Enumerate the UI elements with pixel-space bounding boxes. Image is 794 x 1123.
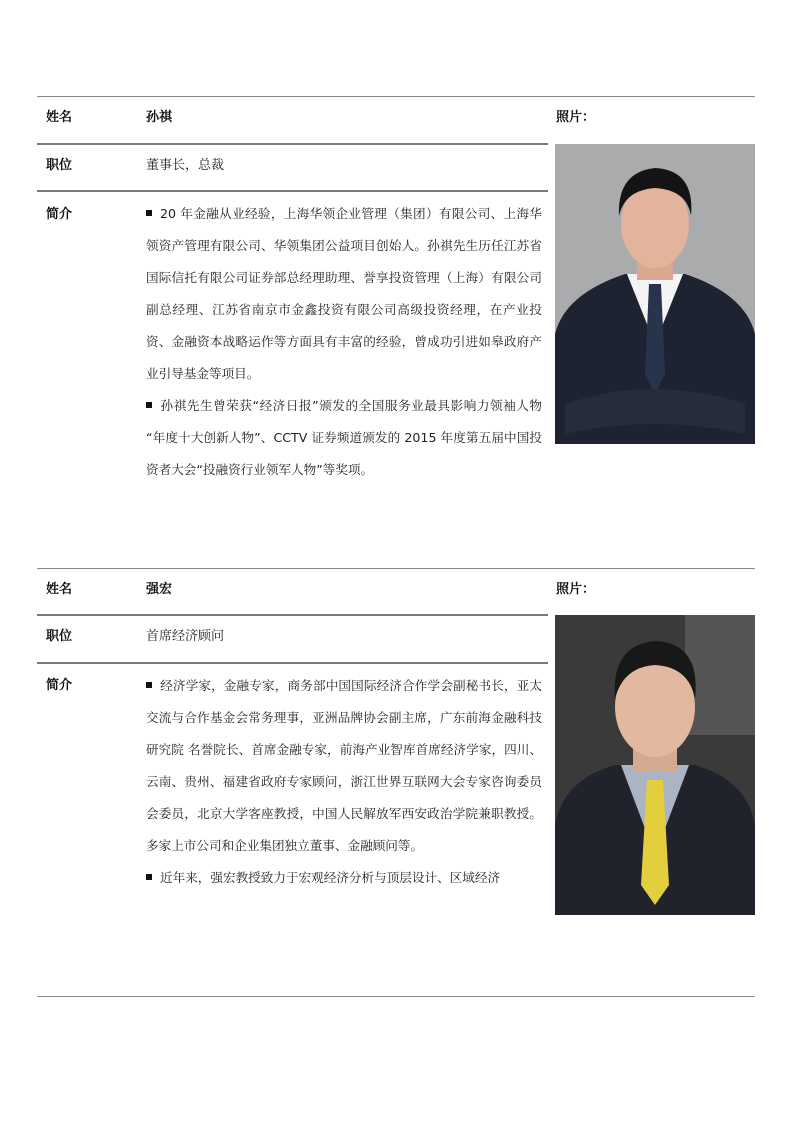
- intro-label: 简介: [46, 207, 73, 222]
- person-name: 强宏: [146, 582, 173, 597]
- intro-text: [146, 198, 542, 486]
- bullet-icon: [146, 874, 152, 880]
- section-rule: [37, 568, 755, 569]
- intro-paragraph: 经济学家，金融专家，商务部中国国际经济合作学会副秘书长，亚太交流与合作基金会常务理事，亚洲品牌协会副主席，广东前海金融科技研究院 名誉院长、首席金融专家，前海产业智库首席经济学家，四川、云南、贵州、福建省政府专家顾问，浙江世界互联网大会专家咨询委员会委员，北京大学客座教授，中国人民解放军西安政治学院兼职教授。多家上市公司和企业集团独立董事、金融顾问等。: [146, 678, 542, 853]
- name-label: 姓名: [46, 110, 73, 125]
- intro-text: [146, 670, 542, 894]
- row-divider: [37, 662, 548, 664]
- person-name: 孙祺: [146, 110, 173, 125]
- photo-label: 照片：: [556, 110, 596, 125]
- intro-paragraph: 20 年金融从业经验，上海华领企业管理（集团）有限公司、上海华领资产管理有限公司、华领集团公益项目创始人。孙祺先生历任江苏省国际信托有限公司证券部总经理助理、誉享投资管理（上海）有限公司副总经理、江苏省南京市金鑫投资有限公司高级投资经理，在产业投资、金融资本战略运作等方面具有丰富的经验，曾成功引进如皋政府产业引导基金等项目。: [146, 206, 542, 381]
- position-value: 首席经济顾问: [146, 629, 225, 644]
- intro-paragraph: 孙祺先生曾荣获“经济日报”颁发的全国服务业最具影响力领袖人物 “年度十大创新人物”、CCTV 证券频道颁发的 2015 年度第五届中国投资者大会“投融资行业领军人物”等奖项。: [146, 398, 542, 477]
- portrait-photo: [555, 615, 755, 915]
- intro-paragraph: 近年来，强宏教授致力于宏观经济分析与顶层设计、区域经济: [146, 862, 542, 894]
- row-divider: [37, 614, 548, 616]
- row-divider: [37, 190, 548, 192]
- intro-label: 简介: [46, 678, 73, 693]
- position-label: 职位: [46, 629, 73, 644]
- top-rule: [37, 96, 755, 97]
- bullet-icon: [146, 682, 152, 688]
- bullet-icon: [146, 210, 152, 216]
- position-value: 董事长，总裁: [146, 158, 225, 173]
- name-label: 姓名: [46, 582, 73, 597]
- position-label: 职位: [46, 158, 73, 173]
- portrait-photo: [555, 144, 755, 444]
- photo-label: 照片：: [556, 582, 596, 597]
- bottom-rule: [37, 996, 755, 997]
- row-divider: [37, 143, 548, 145]
- bullet-icon: [146, 402, 152, 408]
